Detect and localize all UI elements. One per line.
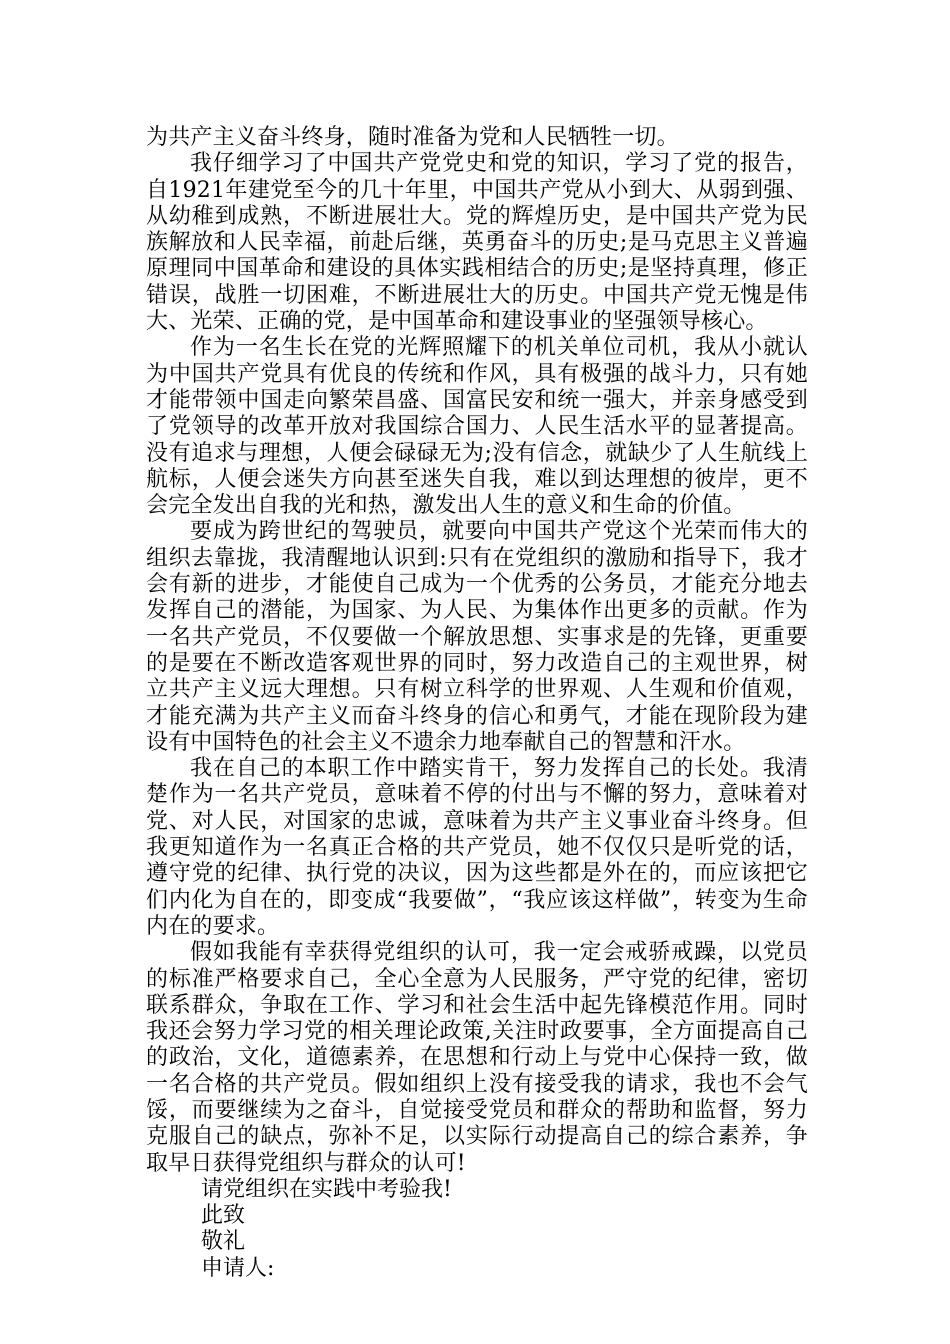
paragraph-aspiration: 要成为跨世纪的驾驶员，就要向中国共产党这个光荣而伟大的组织去靠拢，我清醒地认识到:只有在党组织的激励和指导下，我才会有新的进步，才能使自己成为一个优秀的公务员，才能充分地去发挥自己的潜能，为国家、为人民、为集体作出更多的贡献。作为一名共产党员，不仅要做一个解放思想、实事求是的先锋，更重要的是要在不断改造客观世界的同时，努力改造自己的主观世界，树立共产主义远大理想。只有树立科学的世界观、人生观和价值观，才能充满为共产主义而奋斗终身的信心和勇气，才能在现阶段为建设有中国特色的社会主义不遗余力地奉献自己的智慧和汗水。 [146,519,808,755]
paragraph-personal-belief: 作为一名生长在党的光辉照耀下的机关单位司机，我从小就认为中国共产党具有优良的传统和作风，具有极强的战斗力，只有她才能带领中国走向繁荣昌盛、国富民安和统一强大，并亲身感受到了党领导的改革开放对我国综合国力、人民生活水平的显著提高。没有追求与理想，人便会碌碌无为;没有信念，就缺少了人生航线上航标，人便会迷失方向甚至迷失自我，难以到达理想的彼岸，更不会完全发出自我的光和热，激发出人生的意义和生命的价值。 [146,335,808,519]
document-page [146,125,808,1282]
paragraph-continuation: 为共产主义奋斗终身，随时准备为党和人民牺牲一切。 [146,125,679,150]
paragraph-work-commitment: 我在自己的本职工作中踏实肯干，努力发挥自己的长处。我清楚作为一名共产党员，意味着不停的付出与不懈的努力，意味着对党、对人民，对国家的忠诚，意味着为共产主义事业奋斗终身。但我更知道作为一名真正合格的共产党员，她不仅仅只是听党的话，遵守党的纪律、执行党的决议，因为这些都是外在的，而应该把它们内化为自在的，即变成“我要做”，“我应该这样做”，转变为生命内在的要求。 [146,756,808,939]
closing-regards: 敬礼 [201,1229,246,1255]
closing-applicant: 申请人: [201,1255,275,1281]
closing-salutation: 此致 [201,1203,246,1229]
paragraph-pledge: 假如我能有幸获得党组织的认可，我一定会戒骄戒躁，以党员的标准严格要求自己，全心全意为人民服务，严守党的纪律，密切联系群众，争取在工作、学习和社会生活中起先锋模范作用。同时我还会努力学习党的相关理论政策,关注时政要事，全方面提高自己的政治，文化，道德素养，在思想和行动上与党中心保持一致，做一名合格的共产党员。假如组织上没有接受我的请求，我也不会气馁，而要继续为之奋斗，自觉接受党员和群众的帮助和监督，努力克服自己的缺点，弥补不足，以实际行动提高自己的综合素养，争取早日获得党组织与群众的认可! [146,940,808,1176]
closing-test-line: 请党组织在实践中考验我! [201,1176,452,1202]
paragraph-party-history: 我仔细学习了中国共产党党史和党的知识，学习了党的报告，自1921年建党至今的几十年里，中国共产党从小到大、从弱到强、从幼稚到成熟，不断进展壮大。党的辉煌历史，是中国共产党为民族解放和人民幸福，前赴后继，英勇奋斗的历史;是马克思主义普遍原理同中国革命和建设的具体实践相结合的历史;是坚持真理，修正错误，战胜一切困难，不断进展壮大的历史。中国共产党无愧是伟大、光荣、正确的党，是中国革命和建设事业的坚强领导核心。 [146,151,808,335]
